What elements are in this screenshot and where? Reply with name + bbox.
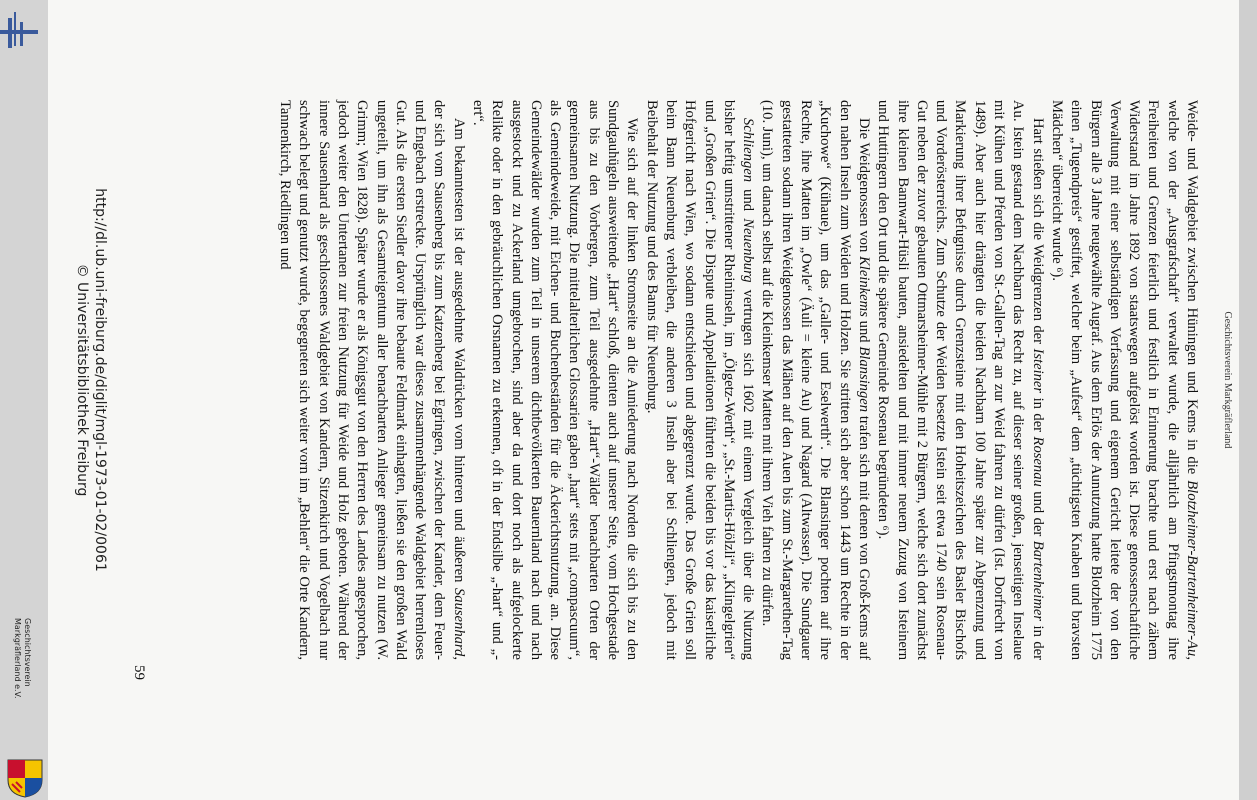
page-number: 59: [131, 665, 147, 680]
paragraph: [757, 100, 873, 660]
text-run: , welche von der „Ausgrafschaft“ verwaltet wurde, die alljährlich am Pfingstmontag ihre Freiheiten und Grenzen feierlich und festlich in Erinnerung brachte und erst nach zähem Widerstand im Jahre 1892 von staatswegen aufgelöst worden ist. Diese genossenschaftliche Verwaltung mit einer selbständigen Verfassung und eigenem Gericht leitete der von den Bürgern alle 3 Jahre neugewählte Augraf. Aus dem Erlös der Aunutzung hatte Blotzheim 1775 einen „Tugendpreis“ gestiftet, welcher beim „Aufest“ dem „tüchtigsten Knaben und bravsten Mädchen“ überreicht wurde ⁶).: [1048, 100, 1200, 660]
library-logo-icon: [0, 0, 44, 50]
italic-place-name: Bartenheimer: [1029, 540, 1046, 622]
left-margin-bar: [0, 0, 48, 800]
italic-place-name: Rosenau: [1029, 436, 1046, 487]
text-run: und: [855, 316, 872, 347]
paragraph: [873, 100, 1047, 660]
italic-place-name: Neuenburg: [740, 218, 757, 283]
watermark-url: http://dl.ub.uni-freiburg.de/diglit/mgl-1973-01-02/0061: [92, 188, 108, 572]
text-run: Hart stießen sich die Weidgrenzen der: [1029, 118, 1046, 349]
paragraph: [468, 100, 642, 660]
logo-line-2: Markgräflerland e.V.: [13, 618, 22, 699]
coat-of-arms-icon: [6, 758, 44, 798]
text-run: vertrugen sich 1602 mit einem Vergleich über die Nutzung bisher heftig umstrittener Rheininseln, im „Ölgetz-Werth“, „St.-Martis-Hölzli“, „Klingelgrien“ und „Großen Grien“. Die Dispute und Appellationen führten die beiden bis vor das kaiserliche Hofgericht nach Wien, wo sodann entschieden und abgegrenzt wurde. Das Große Grien soll beim Bann Neuenburg verbleiben, die anderen 3 Inseln aber bei Schliengen, jedoch mit Beibehalt der Nutzung und des Banns für Neuenburg.: [643, 100, 757, 660]
body-text: [275, 100, 1201, 660]
society-logo: [4, 618, 48, 800]
italic-place-name: Isteiner: [1029, 348, 1046, 394]
watermark-copyright: © Universitätsbibliothek Freiburg: [74, 263, 90, 497]
text-run: in der Au. Istein gestand dem Nachbarn das Recht zu, auf dieser seiner großen, jenseitigen Inselaue mit Kühen und Pferden von St.-Gallen-Tag an zur Weid fahren zu dürfen (Ist. Dorfrecht von 1489). Aber auch hier drängten die beiden Nachbarn 100 Jahre später zur Abgrenzung und Markierung ihrer Befugnisse durch Grenzsteine mit den Hoheitszeichen des Basler Bischofs und Vorderösterreichs. Zum Schutze der Weiden besetzte Istein seit etwa 1740 sein Rosenau-Gut neben der zuvor gebauten Ottmarsheimer-Mühle mit 2 Bürgern, welche sich dort zunächst ihre kleinen Bannwart-Hüsli bauten, ansiedelten und mit immer neuem Zuzug von Isteinern und Huttingern den Ort und die spätere Gemeinde Rosenau begründeten ⁶).: [875, 100, 1046, 660]
right-margin-bar: [1239, 0, 1257, 800]
text-run: und: [740, 182, 757, 219]
italic-place-name: Blansingen: [855, 346, 872, 413]
rotated-page-content: [57, 0, 1237, 760]
logo-line-1: Geschichtsverein: [23, 618, 32, 687]
italic-place-name: Sausenhard: [450, 587, 467, 657]
running-head: Geschichtsverein Markgräflerland: [1222, 311, 1233, 449]
paragraph: [641, 100, 757, 660]
text-run: Weide- und Waldgebiet zwischen Hüningen und Kems in die: [1184, 100, 1200, 481]
paragraph: [275, 100, 468, 660]
text-run: Wie sich auf der linken Stromseite an die Auniederung nach Norden die sich bis zu den Sundgauhügeln ausweitende „Hart“ schloß, dienten auch auf unserer Seite, vom Hochgestade aus bis zu den Vorbergen, zum Teil ausgedehnte „Hart“-Wälder benachbarten Orten der gemeinsamen Nutzung. Die mittelalterlichen Glossarien gaben „hart“ stets mit „compascuum“, als Gemeindeweide, mit Eichen- und Buchenbeständen für die Äckerichtsnutzung, an. Diese Gemeindewälder wurden zum Teil in unserem dichtbevölkerten Bauernland nach und nach ausgestockt und zu Ackerland umgebrochen, sind aber da und dort noch als aufgelockerte Relikte oder in den gebräuchlichen Orsnamen zu erkennen, oft in der Endsilbe „-hart“ und „-ert“.: [470, 100, 641, 660]
italic-place-name: Schliengen: [740, 118, 757, 183]
italic-place-name: Blotzheimer-Bartenheimer-Au: [1184, 480, 1200, 657]
paragraph: [1047, 100, 1201, 660]
watermark: [73, 0, 109, 760]
text-run: in der: [1029, 393, 1046, 437]
text-run: trafen sich mit denen von Groß-Kems auf den nahen Inseln zum Weiden und Holzen. Sie stritten sich aber schon 1443 um Rechte in der „Kuchowe“ (Kühaue), um das „Galler- und Eselwerth“. Die Blansinger pochten auf ihre Rechte, ihre Matten im „Owle“ (Äuli = kleine Au) und Nagard (Altwasser). Die Sundgauer gestatteten sodann ihren Weidgenossen das Mähen auf den Auen bis zum St.-Margarethen-Tag (10. Juni), um danach selbst auf die Kleinkemser Matten mit ihrem Vieh fahren zu dürfen.: [759, 100, 872, 660]
text-run: Die Weidgenossen von: [855, 118, 872, 257]
text-run: , der sich vom Sausenberg bis zum Katzenberg bei Egringen, zwischen der Kander, dem Feuer- und Engebach erstreckte. Ursprünglich war dieses zusammenhängende Waldgebiet herrenloses Gut. Als die ersten Siedler davor ihre bebaute Feldmark einhagten, ließen sie den großen Wald ungeteilt, um ihn als Gesamteigentum aller benachbarten Anlieger gemeinsam zu nutzen (W. Grimm; Wien 1828). Später wurde er als Königsgut von den Herren des Landes angesprochen, jedoch weiter den Untertanen zur freien Nutzung für Weide und Holz geboten. Während der innere Sausenhard als geschlossenes Waldgebiet von Kandern, Sitzenkirch und Vogelbach nur schwach belegt und genutzt wurde, begegneten sich weiter vorn im „Behlen“ die Orte Kandern, Tannenkirch, Riedlingen und: [277, 100, 467, 660]
italic-place-name: Kleinkems: [855, 256, 872, 317]
document-page: [48, 0, 1239, 800]
text-run: und der: [1029, 486, 1046, 541]
text-run: Am bekanntesten ist der ausgedehnte Waldrücken vom hinteren und äußeren: [450, 118, 467, 588]
